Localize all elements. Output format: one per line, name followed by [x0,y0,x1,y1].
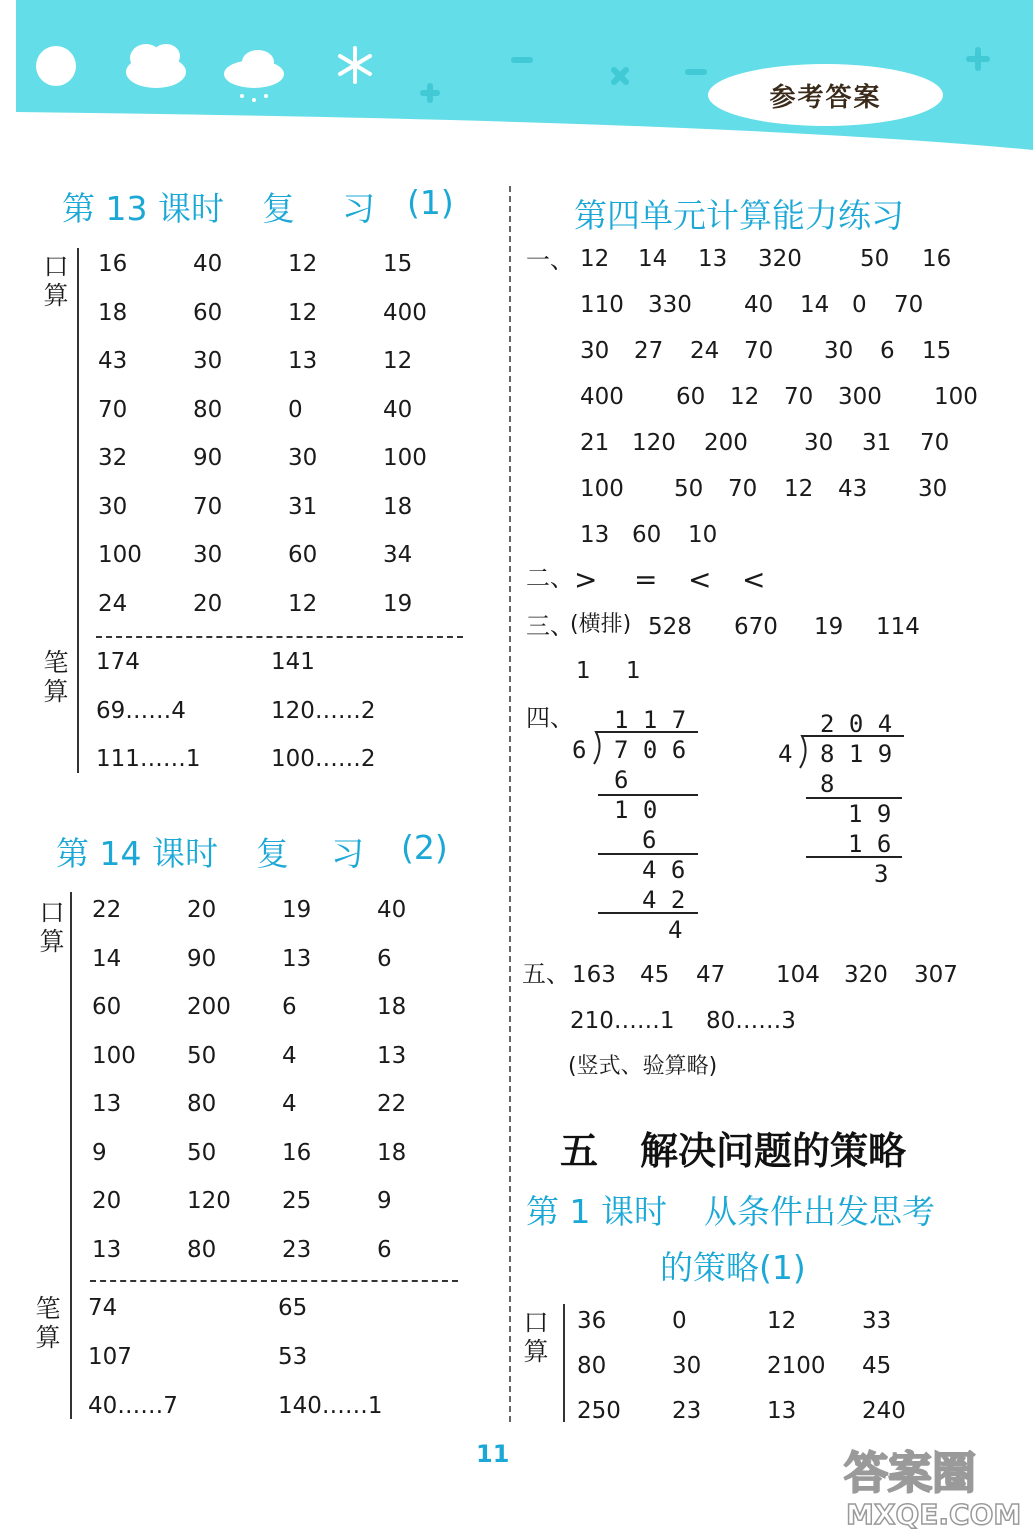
q1-value: 70 [784,384,814,410]
lesson-1-title-line2: 的策略(1) [660,1248,806,1287]
div2-rule-2 [806,856,902,858]
lesson-13-title [62,183,482,228]
lesson1-kousuan-value: 45 [862,1353,892,1379]
q1-value: 16 [922,246,952,272]
s14-kousuan-value: 18 [377,1139,407,1166]
s13-kousuan-value: 0 [288,396,303,423]
div2-quotient: 2 0 4 [820,710,893,738]
s14-kousuan-value: 80 [187,1091,217,1117]
div2-step-2: 1 9 [848,800,892,828]
s14-kousuan-value: 4 [282,1042,297,1069]
lesson-13-title-fu: 复 [262,189,295,228]
q1-value: 50 [674,476,704,502]
s14-kousuan-value: 40 [377,897,407,923]
s14-kousuan-value: 50 [187,1139,217,1166]
s13-kousuan-value: 20 [193,590,223,617]
s13-kousuan-value: 18 [383,493,413,520]
s14-kousuan-value: 9 [92,1139,107,1166]
s14-kousuan-label: 口算 [39,898,65,956]
div1-step-5: 4 2 [642,886,686,914]
q1-value: 70 [920,430,950,456]
div1-rule-2 [598,853,698,855]
lesson-13-title-xi: 习 [342,189,375,228]
q1-value: 13 [698,246,728,272]
s13-kousuan-value: 100 [98,542,142,568]
page-number: 11 [476,1440,510,1468]
q1-value: 24 [690,338,720,364]
s14-bisuan-value: 140……1 [278,1393,383,1419]
q1-value: 30 [918,476,948,502]
lesson-14-title-number: 第 14 课时 [56,834,218,873]
unit4-practice-title: 第四单元计算能力练习 [574,196,904,235]
s13-kousuan-value: 32 [98,445,128,471]
s14-bisuan-value: 53 [278,1344,308,1370]
div2-dividend: 8 1 9 [820,740,893,768]
s14-kousuan-value: 23 [282,1236,312,1263]
lesson1-kousuan-value: 240 [862,1398,906,1424]
s13-bisuan-value: 120……2 [271,697,376,724]
s13-kousuan-value: 12 [288,251,318,277]
s14-kousuan-value: 6 [377,945,392,972]
s13-bisuan-value: 100……2 [271,746,376,772]
s14-kousuan-value: 18 [377,994,407,1020]
lesson-14-title-fu: 复 [256,834,289,873]
s13-kousuan-value: 30 [193,348,223,374]
s14-kousuan-value: 4 [282,1091,297,1117]
s13-kousuan-value: 24 [98,590,128,617]
s14-bisuan-label: 笔算 [35,1294,61,1352]
div1-step-3: 6 [642,826,657,854]
lesson-13-title-part: (1) [407,183,454,222]
s13-bisuan-value: 69……4 [96,697,186,724]
s14-kousuan-value: 16 [282,1139,312,1166]
lesson1-kousuan-value: 33 [862,1308,892,1334]
s13-bisuan-label: 笔算 [43,648,69,706]
div1-quotient: 1 1 7 [614,706,687,734]
q5-prefix: 五、 [522,960,570,988]
q1-value: 60 [676,384,706,410]
q1-value: 320 [758,246,802,272]
answer-key-badge: 参考答案 [708,64,943,126]
s14-kousuan-value: 80 [187,1236,217,1263]
s14-kousuan-value: 20 [187,897,217,923]
q1-value: 27 [634,338,664,364]
q1-value: 21 [580,430,610,456]
q5-value: 104 [776,962,820,988]
s14-kousuan-value: 120 [187,1188,231,1214]
s14-kousuan-value: 13 [92,1091,122,1117]
lesson1-kousuan-value: 13 [767,1398,797,1424]
s13-kousuan-value: 12 [288,299,318,326]
q1-prefix: 一、 [526,246,574,274]
s14-kousuan-value: 6 [377,1236,392,1263]
q2-prefix: 二、 [526,564,574,592]
s13-kousuan-value: 70 [193,493,223,520]
lesson-1-title-text: 从条件出发思考 [704,1192,935,1231]
lesson-14-title-part: (2) [401,828,448,867]
lesson1-kousuan-value: 36 [577,1308,607,1334]
lesson1-kousuan-value: 23 [672,1398,702,1424]
s13-bisuan-value: 174 [96,649,140,675]
q1-value: 120 [632,430,676,456]
lesson1-kousuan-value: 80 [577,1353,607,1379]
unit5-heading-title: 解决问题的策略 [640,1129,907,1173]
s13-dashed-divider [96,636,463,638]
div1-dividend: 7 0 6 [614,736,687,764]
watermark-url: MXQE.COM [846,1498,1021,1530]
q1-value: 10 [688,522,718,548]
s13-kousuan-value: 19 [383,590,413,617]
q1-value: 70 [728,476,758,502]
q1-value: 330 [648,292,692,318]
div1-step-1: 6 [614,766,629,794]
q1-value: 50 [860,246,890,272]
div2-rule-1 [806,797,902,799]
q1-value: 300 [838,384,882,410]
lesson1-kousuan-value: 30 [672,1353,702,1379]
s14-kousuan-value: 60 [92,994,122,1020]
q5-note: (竖式、验算略) [568,1054,718,1079]
div1-step-6: 4 [668,916,683,944]
s14-kousuan-value: 6 [282,994,297,1020]
s13-kousuan-value: 13 [288,348,318,374]
s14-vertical-rule [70,892,72,1419]
s13-kousuan-value: 12 [288,590,318,617]
div1-step-4: 4 6 [642,856,686,884]
times-icon [614,70,626,82]
cloud-icon [126,44,186,88]
q5-value: 47 [696,962,726,988]
s13-kousuan-value: 60 [288,542,318,568]
s13-kousuan-value: 30 [193,542,223,568]
q3-prefix: 三、 [526,612,574,640]
q1-value: 30 [824,338,854,364]
s14-kousuan-value: 25 [282,1188,312,1214]
q1-value: 6 [880,338,895,364]
q1-value: 100 [580,476,624,502]
q1-value: 12 [784,476,814,502]
s13-kousuan-value: 30 [98,493,128,520]
lesson1-vertical-rule [563,1304,565,1422]
q1-value: 60 [632,522,662,548]
div1-rule-3 [598,912,698,914]
lesson1-kousuan-value: 250 [577,1398,621,1424]
s14-kousuan-value: 22 [92,897,122,923]
q1-value: 40 [744,292,774,318]
s13-kousuan-value: 90 [193,445,223,471]
q2-sign: < [688,563,712,596]
s13-bisuan-value: 111……1 [96,746,201,772]
q5-value: 307 [914,962,958,988]
q5-value: 210……1 [570,1008,675,1034]
div1-step-2: 1 0 [614,796,658,824]
q3-value: 1 [576,658,591,684]
s13-kousuan-value: 16 [98,251,128,277]
q1-value: 100 [934,384,978,410]
sun-icon [36,46,76,86]
s13-bisuan-value: 141 [271,649,315,675]
q1-value: 14 [800,292,830,318]
s14-kousuan-value: 19 [282,897,312,923]
q1-value: 110 [580,292,624,318]
watermark-cn: 答案圈 [844,1448,976,1499]
column-separator [509,186,511,1422]
s13-kousuan-value: 60 [193,299,223,326]
lesson1-kousuan-value: 0 [672,1308,687,1334]
q1-value: 31 [862,430,892,456]
s13-kousuan-value: 18 [98,299,128,326]
s14-bisuan-value: 74 [88,1295,118,1321]
q5-value: 80……3 [706,1008,796,1034]
s13-kousuan-value: 70 [98,396,128,423]
div2-step-3: 1 6 [848,830,892,858]
s13-kousuan-value: 40 [193,251,223,277]
unit5-heading-number: 五 [560,1129,599,1173]
q5-value: 163 [572,962,616,988]
s14-kousuan-value: 20 [92,1188,122,1214]
div2-divisor: 4 [778,740,793,768]
s13-kousuan-value: 12 [383,348,413,374]
s14-bisuan-value: 107 [88,1344,132,1370]
s14-kousuan-value: 100 [92,1042,136,1069]
s14-kousuan-value: 14 [92,945,122,972]
q1-value: 70 [894,292,924,318]
q3-note: (横排) [570,612,632,637]
q3-value: 1 [626,658,641,684]
s14-bisuan-value: 65 [278,1295,308,1321]
q1-value: 30 [580,338,610,364]
lesson1-kousuan-value: 2100 [767,1353,826,1379]
s14-kousuan-value: 13 [92,1236,122,1263]
q1-value: 14 [638,246,668,272]
q1-value: 12 [580,246,610,272]
s14-kousuan-value: 50 [187,1042,217,1069]
q1-value: 30 [804,430,834,456]
q3-value: 670 [734,614,778,640]
q5-value: 320 [844,962,888,988]
q1-value: 70 [744,338,774,364]
lesson-13-title-number: 第 13 课时 [62,189,224,228]
s13-kousuan-value: 34 [383,542,413,568]
s14-kousuan-value: 90 [187,945,217,972]
s14-kousuan-value: 22 [377,1091,407,1117]
q5-value: 45 [640,962,670,988]
q2-sign: < [742,563,766,596]
s13-kousuan-value: 400 [383,299,427,326]
s14-kousuan-value: 200 [187,994,231,1020]
s13-kousuan-value: 100 [383,445,427,471]
s14-kousuan-value: 13 [282,945,312,972]
lesson-14-title [56,828,476,873]
s13-kousuan-value: 40 [383,396,413,423]
q3-value: 528 [648,614,692,640]
q1-value: 12 [730,384,760,410]
site-watermark-logo [836,1430,1021,1530]
div2-step-4: 3 [874,860,889,888]
q1-value: 400 [580,384,624,410]
s13-kousuan-value: 30 [288,445,318,471]
s14-kousuan-value: 13 [377,1042,407,1069]
s14-dashed-divider [90,1280,458,1282]
q1-value: 200 [704,430,748,456]
q1-value: 15 [922,338,952,364]
q3-value: 114 [876,614,920,640]
q1-value: 13 [580,522,610,548]
s13-kousuan-value: 43 [98,348,128,374]
s13-kousuan-value: 80 [193,396,223,423]
lesson1-kousuan-value: 12 [767,1308,797,1334]
q1-value: 0 [852,292,867,318]
s14-bisuan-value: 40……7 [88,1393,178,1419]
q2-sign: > [574,563,598,596]
s13-kousuan-value: 31 [288,493,318,520]
s13-kousuan-value: 15 [383,251,413,277]
q1-value: 43 [838,476,868,502]
s14-kousuan-value: 9 [377,1188,392,1214]
lesson-14-title-xi: 习 [331,834,364,873]
lesson1-kousuan-label: 口算 [523,1308,549,1366]
q4-prefix: 四、 [526,704,574,732]
div2-step-1: 8 [820,770,835,798]
div1-divisor: 6 [572,736,587,764]
q3-value: 19 [814,614,844,640]
s13-vertical-rule [77,248,79,773]
lesson-1-title-number: 第 1 课时 [526,1192,667,1231]
q2-sign: = [634,563,658,596]
s13-kousuan-label: 口算 [43,252,69,310]
